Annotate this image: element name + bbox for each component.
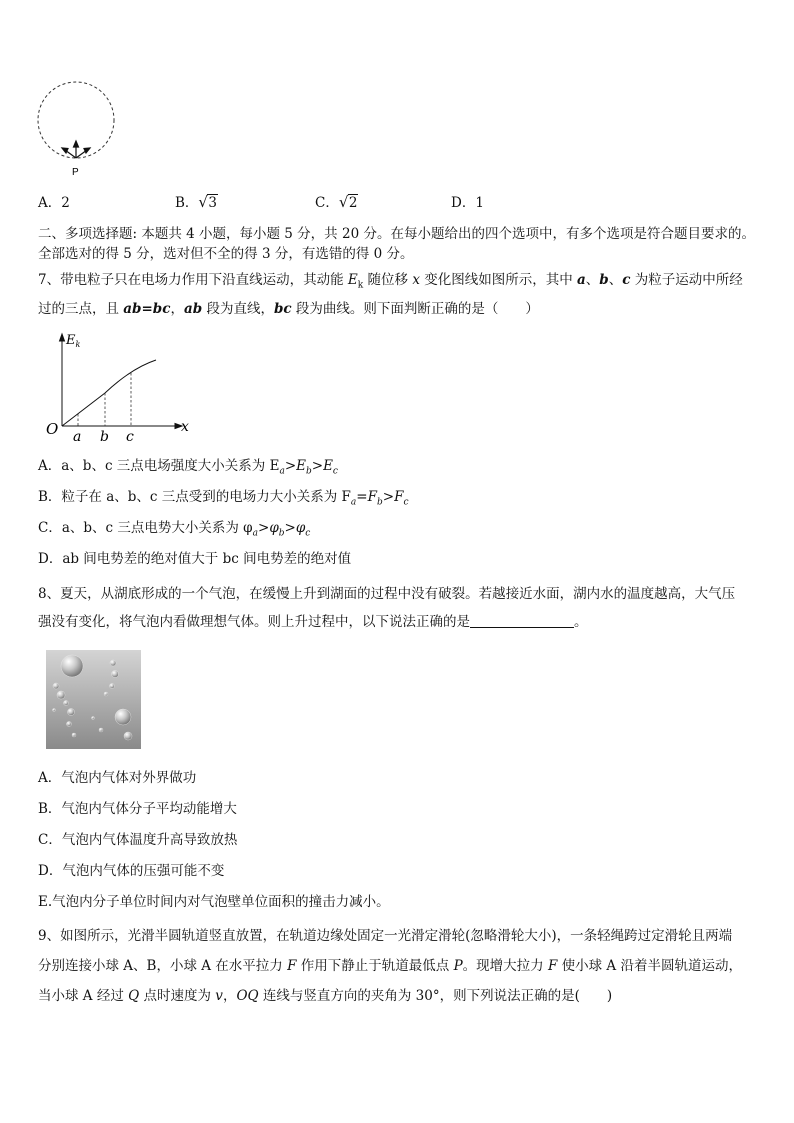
- tick-c: c: [126, 429, 134, 445]
- x-axis-label: x: [181, 419, 189, 435]
- q7-line1: 7、带电粒子只在电场力作用下沿直线运动，其动能 $E_k$ 随位移 x 变化图线如图所示，其中 a、b、c 为粒子运动中所经: [38, 272, 743, 291]
- q9-line1: 9、如图所示，光滑半圆轨道竖直放置，在轨道边缘处固定一光滑定滑轮(忽略滑轮大小)，一条轻绳跨过定滑轮且两端: [38, 928, 733, 944]
- q7-line2: 过的三点，且 ab=bc，ab 段为直线，bc 段为曲线。则下面判断正确的是（ ）: [38, 301, 539, 317]
- origin-label: O: [46, 420, 59, 438]
- q8-option-e: E.气泡内分子单位时间内对气泡壁单位面积的撞击力减小。: [38, 894, 390, 910]
- section2-line2: 全部选对的得 5 分，选对但不全的得 3 分，有选错的得 0 分。: [38, 246, 414, 262]
- ek-curve: [62, 360, 156, 426]
- section2-line1: 二、多项选择题: 本题共 4 小题，每小题 5 分，共 20 分。在每小题给出的四个选项中，有多个选项是符合题目要求的。: [38, 226, 755, 242]
- q7-option-a: A．a、b、c 三点电场强度大小关系为 $E_a>E_b>E_c$: [38, 458, 338, 477]
- q7-ek-x-graph: [40, 330, 200, 445]
- sqrt-3: √ 3: [198, 193, 218, 211]
- q6-option-c: C． √ 2: [315, 193, 358, 211]
- q6-option-d: D．1: [451, 195, 484, 211]
- q9-line2: 分别连接小球 A、B，小球 A 在水平拉力 F 作用下静止于轨道最低点 P。现增大拉力 F 使小球 A 沿着半圆轨道运动，: [38, 958, 742, 974]
- q6-option-a: A．2: [38, 195, 70, 211]
- q6-option-b: B． √ 3: [175, 193, 218, 211]
- q7-option-b: B．粒子在 a、b、c 三点受到的电场力大小关系为 $F_a=F_b>F_c$: [38, 489, 409, 508]
- q6-circle-figure: [30, 78, 130, 178]
- bubbles-image: [46, 650, 141, 749]
- sqrt-2: √ 2: [338, 193, 358, 211]
- q8-line2: 强没有变化，将气泡内看做理想气体。则上升过程中，以下说法正确的是 。: [38, 614, 588, 630]
- q8-option-b: B．气泡内气体分子平均动能增大: [38, 801, 237, 817]
- q9-line3: 当小球 A 经过 Q 点时速度为 v，OQ 连线与竖直方向的夹角为 30°，则下列说法正确的是( ): [38, 988, 613, 1004]
- answer-blank: [470, 614, 574, 628]
- y-axis-label: $E_k$: [66, 333, 81, 349]
- force-arrows: [62, 141, 90, 158]
- q8-option-a: A．气泡内气体对外界做功: [38, 770, 197, 786]
- tick-a: a: [73, 429, 82, 445]
- q8-line1: 8、夏天，从湖底形成的一个气泡，在缓慢上升到湖面的过程中没有破裂。若越接近水面，湖内水的温度越高，大气压: [38, 586, 736, 602]
- bubble-large-1: [61, 655, 83, 677]
- tick-b: b: [100, 429, 109, 445]
- q8-option-d: D．气泡内气体的压强可能不变: [38, 863, 225, 879]
- bubble-large-2: [115, 709, 131, 725]
- q8-option-c: C．气泡内气体温度升高导致放热: [38, 832, 238, 848]
- y-axis-arrow: [60, 334, 65, 341]
- q7-option-d: D．ab 间电势差的绝对值大于 bc 间电势差的绝对值: [38, 551, 352, 567]
- q7-option-c: C．a、b、c 三点电势大小关系为 $\varphi_a>\varphi_b>\varphi_c$: [38, 520, 311, 539]
- point-p-label: P: [72, 167, 79, 178]
